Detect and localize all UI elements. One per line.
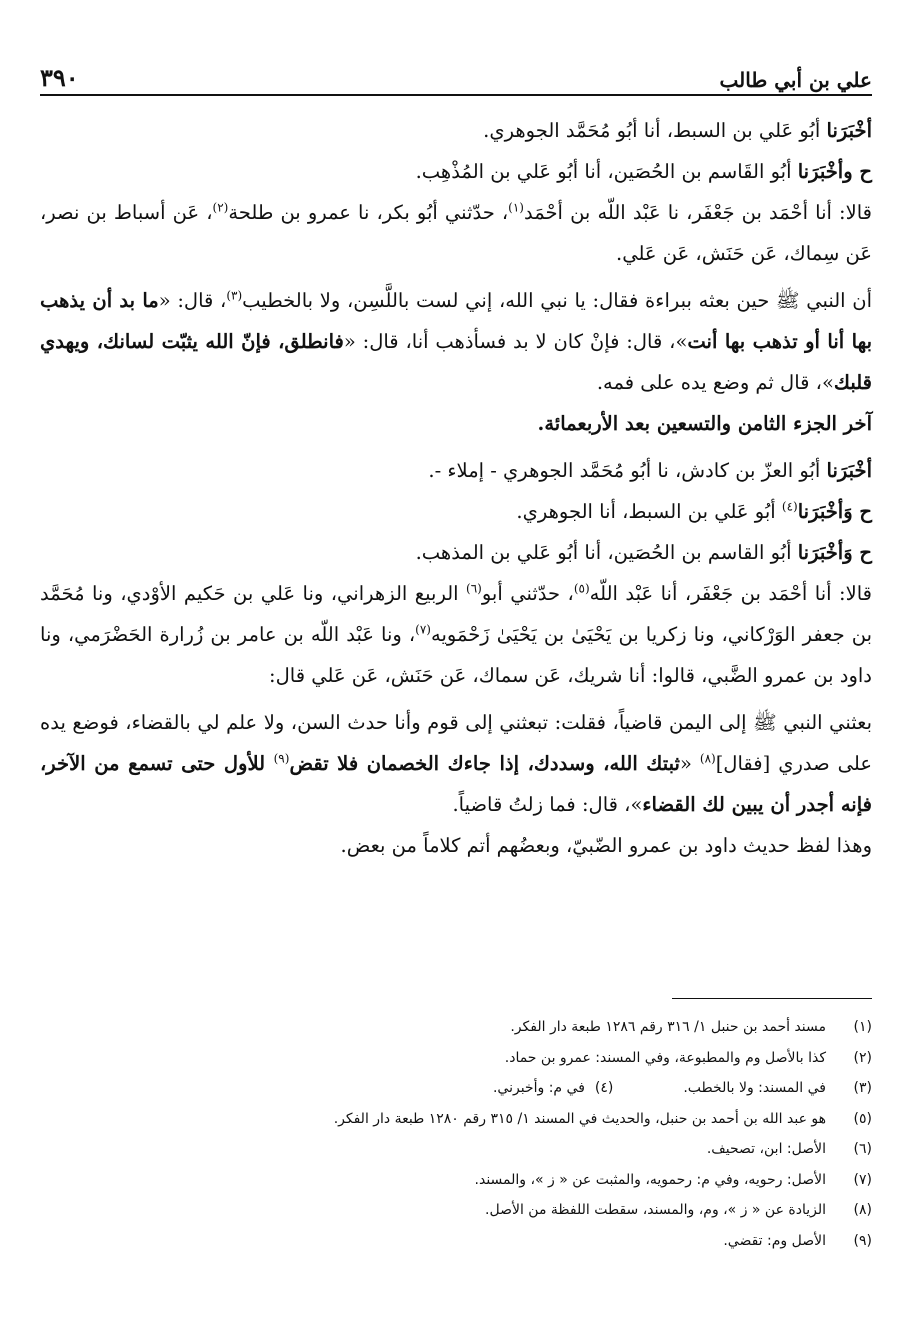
footnote-text: هو عبد الله بن أحمد بن حنبل، والحديث في المسند ١/ ٣١٥ رقم ١٢٨٠ طبعة دار الفكر.	[333, 1110, 826, 1127]
matn-text: بعثني النبي ﷺ إلى اليمن قاضياً، فقلت: تبعثني إلى قوم وأنا حدث السن، ولا علم لي بالقضاء، فوضع يده على صدري [فقال]	[40, 711, 873, 775]
footnote-1	[40, 1012, 872, 1043]
paragraph-isnad-4	[40, 450, 872, 491]
footnote-ref: (٥)	[573, 581, 590, 596]
paragraph-isnad-5	[40, 491, 872, 532]
footnote-text: الأصل: ابن، تصحيف.	[706, 1141, 826, 1157]
footnote-text: الأصل: رحويه، وفي م: رحمويه، والمثبت عن « ز »، والمسند.	[474, 1171, 826, 1188]
isnad-text: ، عَن أسباط بن نصر، عَن سِماك، عَن حَنَش، عَن عَلي.	[40, 201, 872, 265]
footnote-number: (٦)	[853, 1141, 872, 1157]
isnad-text: قالا: أنا أحْمَد بن جَعْفَر، أنا عَبْد اللّه	[589, 582, 872, 605]
matn-text: ، قال: «	[158, 289, 227, 312]
footnote-ref: (٧)	[415, 622, 431, 637]
paragraph-matn-1	[40, 280, 872, 403]
footnote-ref: (٦)	[466, 581, 482, 596]
hadith-quote: ما بد أن يذهب بها أنا أو تذهب بها أنت	[40, 289, 872, 353]
footnotes	[40, 1012, 872, 1256]
paragraph-isnad-2	[40, 151, 872, 192]
footnote-number: (٩)	[853, 1232, 872, 1249]
footnote-number: (٤)	[594, 1080, 614, 1096]
header-rule	[40, 94, 872, 96]
footnote-number: (٨)	[853, 1202, 872, 1218]
akhbarana-label: ح وَأخْبَرَنا	[797, 500, 872, 523]
paragraph-matn-2	[40, 702, 872, 825]
paragraph-closing: وهذا لفظ حديث داود بن عمرو الضّبيّ، وبعضُهم أتم كلاماً من بعض.	[340, 834, 872, 857]
footnote-3	[40, 1073, 872, 1104]
footnote-text: الأصل وم: تقضي.	[723, 1232, 826, 1249]
matn-text: »، قال ثم وضع يده على فمه.	[596, 371, 834, 394]
paragraph-isnad-6	[40, 532, 872, 573]
footnote-number: (٣)	[853, 1080, 872, 1096]
matn-text: »، قال: فإنْ كان لا بد فسأذهب أنا، قال: «	[343, 330, 688, 353]
matn-text: «	[679, 752, 700, 775]
matn-text: أن النبي ﷺ حين بعثه ببراءة فقال: يا نبي الله، إني لست باللَّسِن، ولا بالخطيب	[242, 289, 872, 312]
isnad-text: أبُو القَاسم بن الحُصَين، أنا أبُو عَلي بن المُذْهِب.	[415, 160, 798, 183]
footnote-ref: (٣)	[226, 288, 243, 303]
footnote-ref: (٨)	[699, 751, 716, 766]
isnad-text: أبُو عَلي بن السبط، أنا الجوهري.	[516, 500, 782, 523]
akhbarana-label: ح وَأخْبَرَنا	[797, 541, 872, 564]
footnote-9	[40, 1226, 872, 1257]
footnote-ref: (١)	[508, 200, 524, 215]
isnad-text: الربيع الزهراني، ونا عَلي بن حَكيم الأوْدي، ونا مُحَمَّد بن جعفر الوَرْكاني، ونا زكريا بن يَحْيَىٰ بن يَحْيَىٰ زَحْمَويه	[40, 582, 872, 646]
akhbarana-label: ح وأخْبَرَنا	[797, 160, 872, 183]
paragraph-isnad-3	[40, 192, 872, 274]
footnote-7	[40, 1165, 872, 1196]
footnote-text: في المسند: ولا بالخطب.	[683, 1080, 826, 1096]
footnote-text: الزيادة عن « ز »، وم، والمسند، سقطت اللفظة من الأصل.	[485, 1202, 826, 1218]
isnad-text: قالا: أنا أحْمَد بن جَعْفَر، نا عَبْد اللّه بن أحْمَد	[523, 201, 872, 224]
footnote-number: (٥)	[853, 1110, 872, 1127]
running-title: علي بن أبي طالب	[719, 68, 872, 92]
footnote-5	[40, 1104, 872, 1135]
isnad-text: أبُو العزّ بن كادش، نا أبُو مُحَمَّد الجوهري - إملاء -.	[428, 459, 827, 482]
matn-text: »، قال: فما زلتُ قاضياً.	[452, 793, 643, 816]
hadith-quote: فانطلق، فإنّ الله يثبّت لسانك، ويهدي قلبك	[40, 330, 872, 394]
footnote-text: كذا بالأصل وم والمطبوعة، وفي المسند: عمرو بن حماد.	[504, 1049, 826, 1066]
isnad-text: ، حدّثني أبو	[481, 582, 574, 605]
paragraph-isnad-1	[40, 110, 872, 151]
isnad-text: أبُو القاسم بن الحُصَين، أنا أبُو عَلي بن المذهب.	[415, 541, 798, 564]
footnote-ref: (٩)	[273, 751, 290, 766]
isnad-text: ، حدّثني أبُو بكر، نا عمرو بن طلحة	[228, 201, 509, 224]
page-header	[40, 52, 872, 92]
footnote-6	[40, 1134, 872, 1165]
footnote-number: (٢)	[853, 1049, 872, 1066]
footnote-rule	[672, 998, 872, 999]
section-end-note: آخر الجزء الثامن والتسعين بعد الأربعمائة.	[537, 412, 872, 435]
hadith-quote: ثبتك الله، وسددك، إذا جاءك الخصمان فلا تقض	[289, 752, 680, 775]
isnad-text: أبُو عَلي بن السبط، أنا أبُو مُحَمَّد الجوهري.	[483, 119, 827, 142]
akhbarana-label: أخْبَرَنا	[826, 119, 872, 142]
footnote-2	[40, 1043, 872, 1074]
isnad-text: ، ونا عَبْد اللّه بن عامر بن زُرارة الحَضْرَمي، ونا داود بن عمرو الضَّبي، قالوا: أنا شريك، عَن سماك، عَن حَنَش، عَن عَلي قال:	[40, 623, 872, 687]
footnote-ref: (٤)	[781, 499, 798, 514]
footnote-8	[40, 1195, 872, 1226]
paragraph-isnad-7	[40, 573, 872, 696]
footnote-ref: (٢)	[212, 200, 229, 215]
footnote-text: في م: وأخبرني.	[492, 1080, 585, 1096]
main-text	[40, 110, 872, 866]
page-number: ٣٩٠	[40, 63, 79, 92]
footnote-number: (١)	[853, 1019, 872, 1035]
akhbarana-label: أخْبَرَنا	[826, 459, 872, 482]
footnote-number: (٧)	[853, 1171, 872, 1188]
footnote-text: مسند أحمد بن حنبل ١/ ٣١٦ رقم ١٢٨٦ طبعة دار الفكر.	[510, 1019, 826, 1035]
hadith-quote: للأول حتى تسمع من الآخر، فإنه أجدر أن يبين لك القضاء	[40, 752, 872, 816]
